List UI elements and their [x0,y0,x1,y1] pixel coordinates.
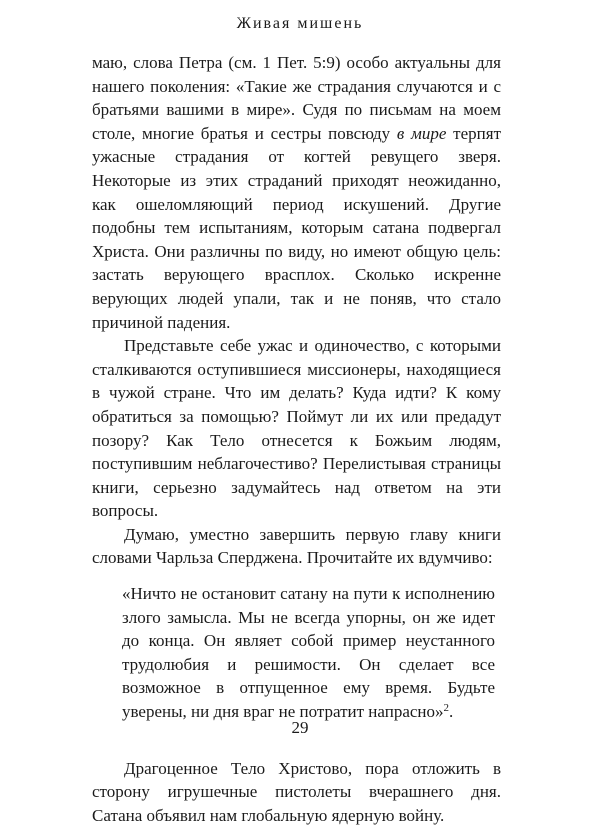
footnote-marker: 2 [443,702,450,715]
running-head: Живая мишень [236,15,364,32]
blockquote [122,582,495,724]
paragraph-text: маю, слова Петра (см. 1 Пет. 5:9) особо актуальны для нашего поколения: «Такие же страдания случаются и с братьями вашими в мире». Судя по письмам на моем столе, многие братья и сестры повсюду [92,53,501,143]
paragraph-text: терпят ужасные страдания от когтей ревущего зверя. Некоторые из этих страданий приходят неожиданно, как ошеломляющий период искушений. Другие подобны тем испытаниям, которым сатана подвергал Христа. Они различны по виду, но имеют общую цель: застать верующего врасплох. Сколько искренне верующих людей упали, так и не поняв, что стало причиной падения. [92,123,501,332]
paragraph: Представьте себе ужас и одиночество, с которыми сталкиваются оступившиеся миссионеры, находящиеся в чужой стране. Что им делать? Куда идти? К кому обратиться за помощью? Поймут ли их или предадут позору? Как Тело отнесется к Божьим людям, поступившим неблагочестиво? Перелистывая страницы книги, серьезно задумайтесь над ответом на эти вопросы. [92,336,501,521]
quote-text: «Ничто не остановит сатану на пути к исполнению злого замысла. Мы не всегда упорны, он же идет до конца. Он являет собой пример неустанного трудолюбия и решимости. Он сделает все возможное в отпущенное ему время. Будьте уверены, ни дня враг не потратит напрасно» [122,584,495,722]
paragraph: Драгоценное Тело Христово, пора отложить в сторону игрушечные пистолеты вчерашнего дня. Сатана объявил нам глобальную ядерную войну. [92,758,501,825]
paragraph-continued [92,51,501,334]
main-text [92,51,501,827]
paragraph: Думаю, уместно завершить первую главу книги словами Чарльза Сперджена. Прочитайте их вдумчиво: [92,524,501,568]
page-number: 29 [291,718,309,737]
italic-phrase: в мире [396,123,447,143]
quote-end: . [449,702,454,722]
